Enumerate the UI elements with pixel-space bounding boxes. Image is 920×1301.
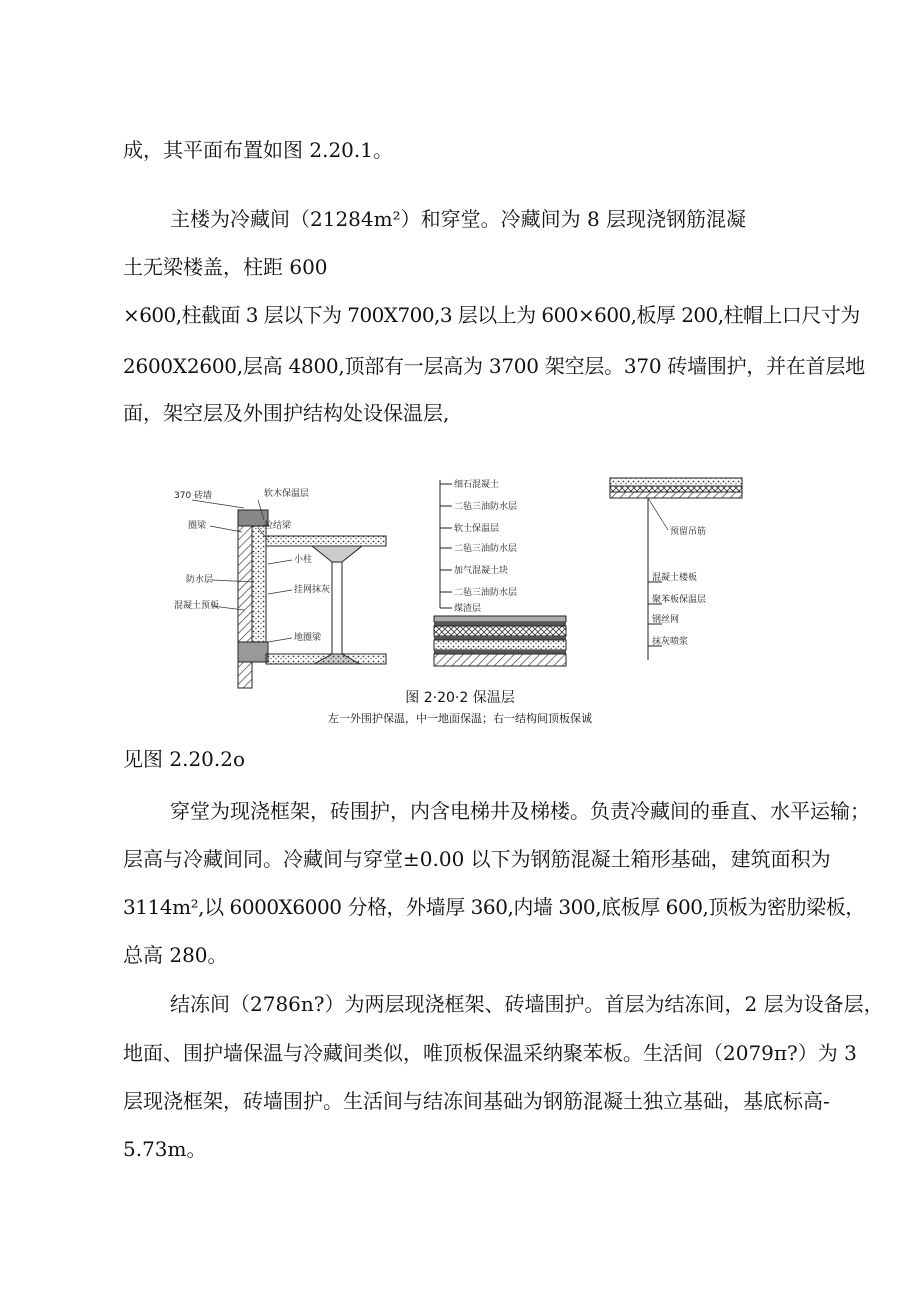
- column-capital: [312, 546, 362, 562]
- text-line: 主楼为冷藏间（21284m²）和穿堂。冷藏间为 8 层现浇钢筋混凝: [170, 207, 747, 231]
- text-line: 2600X2600,层高 4800,顶部有一层高为 3700 架空层。370 砖墙围护，并在首层地: [123, 354, 865, 378]
- text-line: ×600,柱截面 3 层以下为 700X700,3 层以上为 600×600,板厚 200,柱帽上口尺寸为: [123, 303, 860, 327]
- label-waterproof: 防水层: [186, 575, 214, 585]
- text-line: 见图 2.20.2o: [123, 747, 246, 771]
- figure-caption: 图 2·20·2 保温层: [405, 690, 515, 706]
- label-cork-insulation: 软木保温层: [264, 489, 310, 499]
- label-precast-slab: 混凝土预板: [174, 601, 220, 611]
- label-waterproof-2: 二毡三油防水层: [454, 544, 518, 554]
- text-line: 穿堂为现浇框架，砖围护，内含电梯井及梯楼。负责冷藏间的垂直、水平运输；: [170, 799, 870, 823]
- label-small-column: 小柱: [294, 555, 313, 565]
- label-waterproof-1: 二毡三油防水层: [454, 502, 518, 512]
- label-eps-insulation: 聚苯板保温层: [652, 595, 707, 605]
- label-waterproof-3: 二毡三油防水层: [454, 588, 518, 598]
- text-line: 总高 280。: [123, 943, 228, 967]
- ground-beam: [238, 642, 268, 662]
- lower-slab: [266, 654, 386, 664]
- text-line: 5.73m。: [123, 1137, 207, 1161]
- text-line: 结冻间（2786n?）为两层现浇框架、砖墙围护。首层为结冻间，2 层为设备层，: [170, 992, 884, 1016]
- column: [332, 562, 342, 654]
- label-cinder-layer: 煤渣层: [454, 604, 482, 614]
- left-detail: [174, 487, 386, 688]
- text-line: 成，其平面布置如图 2.20.1。: [123, 138, 393, 162]
- label-brick-wall: 370 砖墙: [174, 491, 213, 501]
- right-detail: [610, 478, 742, 660]
- text-line: 地面、围护墙保温与冷藏间类似，唯顶板保温采纳聚苯板。生活间（2079π?）为 3: [123, 1041, 857, 1065]
- label-fine-concrete: 细石混凝土: [454, 480, 500, 490]
- label-plaster-spray: 抹灰喷浆: [652, 637, 689, 647]
- text-line: 面，架空层及外围护结构处设保温层,: [123, 401, 450, 425]
- middle-detail: [434, 478, 566, 666]
- insulation-figure: [172, 470, 762, 692]
- label-wire-mesh: 钢丝网: [652, 615, 680, 625]
- figure-subcaption: 左一外围护保温，中一地面保温；右一结构间顶板保诚: [328, 712, 592, 725]
- text-line: 土无梁楼盖，柱距 600: [123, 255, 328, 279]
- label-hanger: 预留吊筋: [670, 527, 707, 537]
- label-ground-beam: 地圈梁: [294, 633, 322, 643]
- label-soft-insulation: 软土保温层: [454, 524, 500, 534]
- upper-slab: [266, 536, 386, 546]
- label-ring-beam: 圈梁: [188, 521, 207, 531]
- text-line: 层高与冷藏间同。冷藏间与穿堂±0.00 以下为钢筋混凝土箱形基础，建筑面积为: [123, 847, 831, 871]
- label-mesh-plaster: 挂网抹灰: [294, 585, 331, 595]
- label-tie-beam: 拉结梁: [264, 521, 292, 531]
- cork-insulation: [252, 520, 266, 660]
- text-line: 3114m²,以 6000X6000 分格，外墙厚 360,内墙 300,底板厚 600,顶板为密肋梁板，: [123, 895, 865, 919]
- label-aerated-block: 加气混凝土块: [454, 566, 509, 576]
- label-concrete-slab: 混凝土楼板: [652, 573, 698, 583]
- text-line: 层现浇框架，砖墙围护。生活间与结冻间基础为钢筋混凝土独立基础，基底标高-: [123, 1089, 830, 1113]
